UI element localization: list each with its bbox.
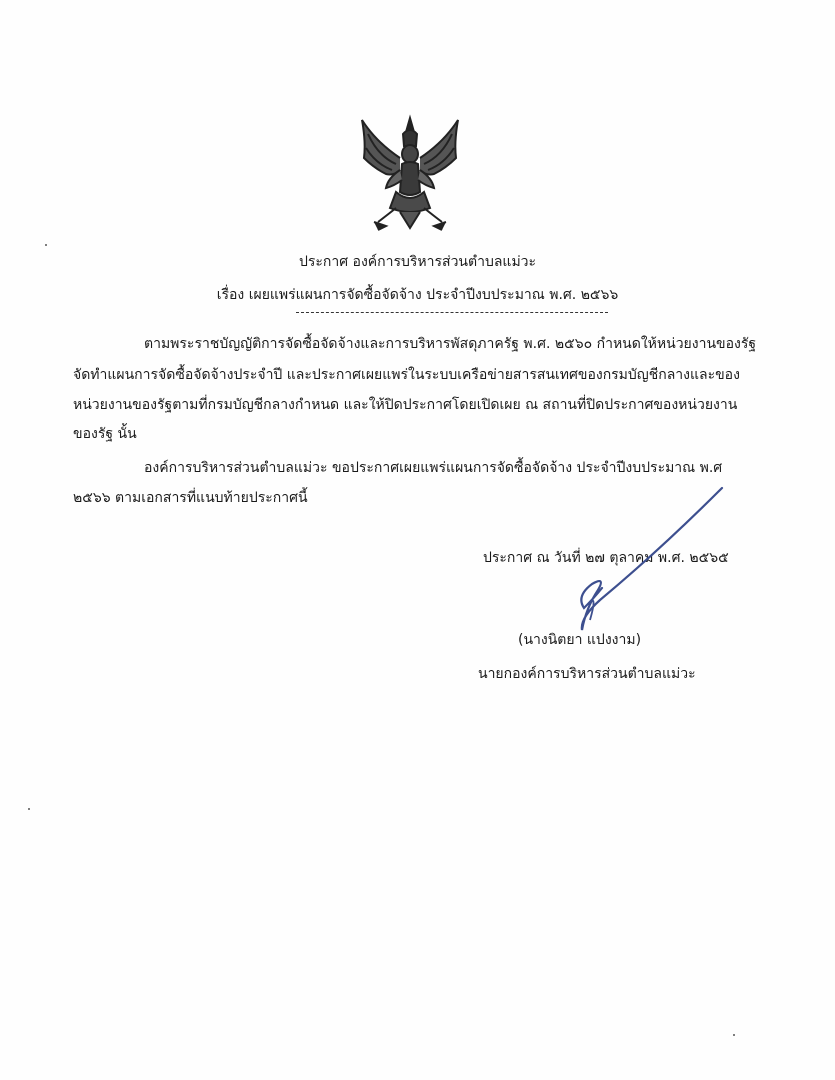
para2-line-2: ๒๕๖๖ ตามเอกสารที่แนบท้ายประกาศนี้ xyxy=(73,490,308,506)
announcement-title: ประกาศ องค์การบริหารส่วนตำบลแม่วะ xyxy=(298,254,537,270)
scan-speck xyxy=(733,1034,735,1036)
announcement-date: ประกาศ ณ วันที่ ๒๗ ตุลาคม พ.ศ. ๒๕๖๕ xyxy=(483,550,729,566)
handwritten-signature xyxy=(540,480,740,640)
scan-speck xyxy=(45,244,47,246)
para1-line-4: ของรัฐ นั้น xyxy=(73,426,137,442)
para2-line-1: องค์การบริหารส่วนตำบลแม่วะ ขอประกาศเผยแพร่แผนการจัดซื้อจัดจ้าง ประจำปีงบประมาณ พ.ศ xyxy=(144,460,723,476)
garuda-emblem xyxy=(356,112,464,234)
para1-line-3: หน่วยงานของรัฐตามที่กรมบัญชีกลางกำหนด และให้ปิดประกาศโดยเปิดเผย ณ สถานที่ปิดประกาศของหน่วยงาน xyxy=(73,397,738,413)
para1-line-2: จัดทำแผนการจัดซื้อจัดจ้างประจำปี และประกาศเผยแพร่ในระบบเครือข่ายสารสนเทศของกรมบัญชีกลางและของ xyxy=(73,367,740,383)
announcement-subject: เรื่อง เผยแพร่แผนการจัดซื้อจัดจ้าง ประจำปีงบประมาณ พ.ศ. ๒๕๖๖ xyxy=(216,287,619,303)
signatory-position: นายกองค์การบริหารส่วนตำบลแม่วะ xyxy=(478,666,696,682)
signatory-name: (นางนิตยา แปงงาม) xyxy=(518,632,642,648)
para1-line-1: ตามพระราชบัญญัติการจัดซื้อจัดจ้างและการบริหารพัสดุภาครัฐ พ.ศ. ๒๕๖๐ กำหนดให้หน่วยงานของรัฐ xyxy=(144,336,757,352)
dashed-divider xyxy=(296,312,608,313)
scan-speck xyxy=(28,808,30,810)
